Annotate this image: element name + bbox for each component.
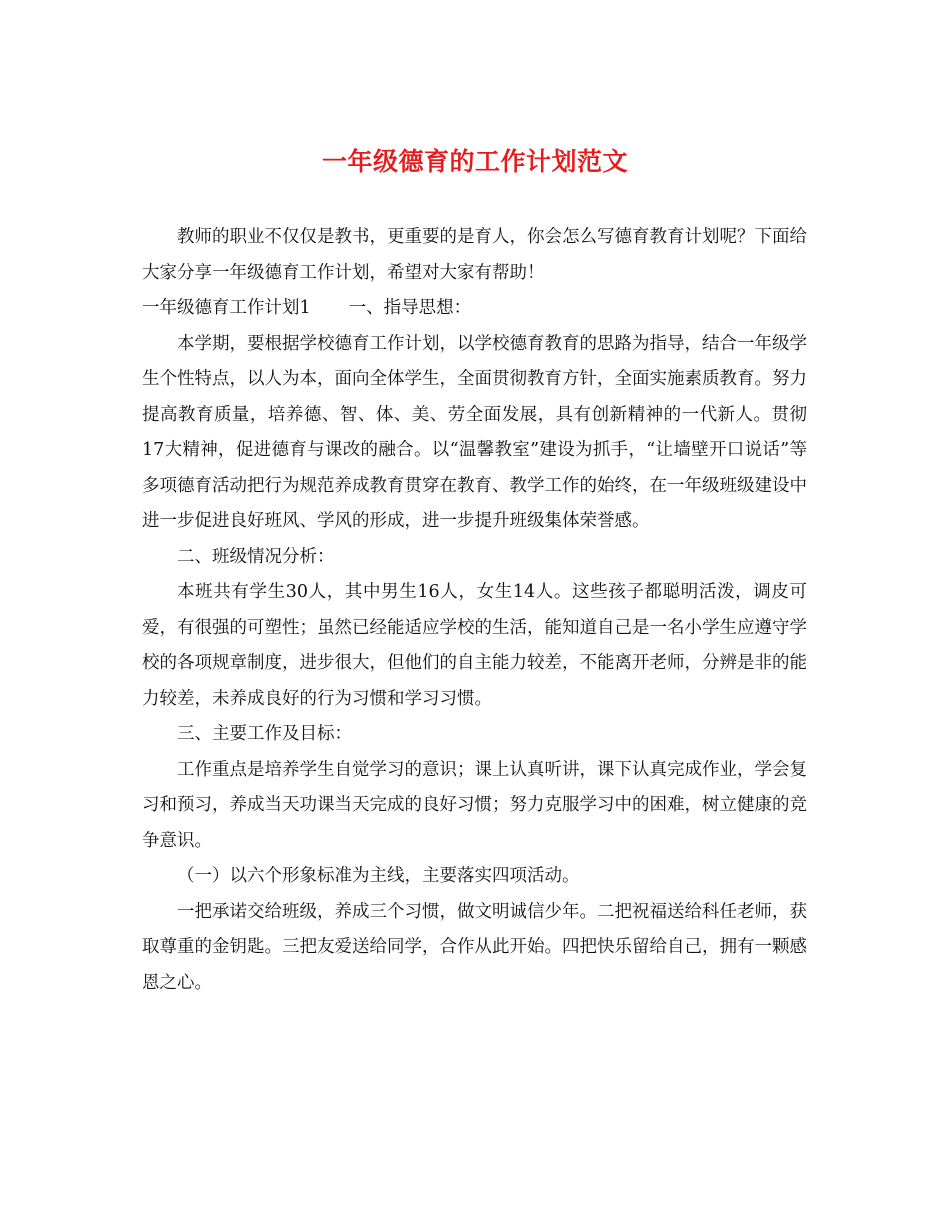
plan-heading-line (142, 291, 807, 327)
intro-paragraph: 教师的职业不仅仅是教书，更重要的是育人，你会怎么写德育教育计划呢？下面给大家分享一年级德育工作计划，希望对大家有帮助！ (142, 227, 807, 283)
subsection1-heading: （一）以六个形象标准为主线，主要落实四项活动。 (177, 866, 580, 886)
section1-paragraph: 本学期，要根据学校德育工作计划，以学校德育教育的思路为指导，结合一年级学生个性特点，以人为本，面向全体学生，全面贯彻教育方针，全面实施素质教育。努力提高教育质量，培养德、智、体、美、劳全面发展，具有创新精神的一代新人。贯彻17大精神，促进德育与课改的融合。以“温馨教室”建设为抓手，“让墙壁开口说话”等多项德育活动把行为规范养成教育贯穿在教育、教学工作的始终，在一年级班级建设中进一步促进良好班风、学风的形成，进一步提升班级集体荣誉感。 (142, 333, 807, 531)
document-title: 一年级德育的工作计划范文 (321, 147, 628, 176)
section2-heading: 二、班级情况分析： (177, 546, 335, 567)
section1-heading: 一、指导思想： (348, 298, 472, 318)
section3-paragraph: 工作重点是培养学生自觉学习的意识；课上认真听讲，课下认真完成作业，学会复习和预习，养成当天功课当天完成的良好习惯；努力克服学习中的困难，树立健康的竞争意识。 (142, 759, 807, 851)
subsection1-paragraph: 一把承诺交给班级，养成三个习惯，做文明诚信少年。二把祝福送给科任老师，获取尊重的金钥匙。三把友爱送给同学，合作从此开始。四把快乐留给自己，拥有一颗感恩之心。 (142, 901, 807, 993)
plan-label: 一年级德育工作计划1 (142, 298, 311, 318)
section3-heading: 三、主要工作及目标： (177, 724, 352, 744)
section2-paragraph: 本班共有学生30人，其中男生16人，女生14人。这些孩子都聪明活泼，调皮可爱，有很强的可塑性；虽然已经能适应学校的生活，能知道自己是一名小学生应遵守学校的各项规章制度，进步很大，但他们的自主能力较差，不能离开老师，分辨是非的能力较差，未养成良好的行为习惯和学习习惯。 (142, 582, 807, 709)
document-body (142, 220, 807, 1001)
